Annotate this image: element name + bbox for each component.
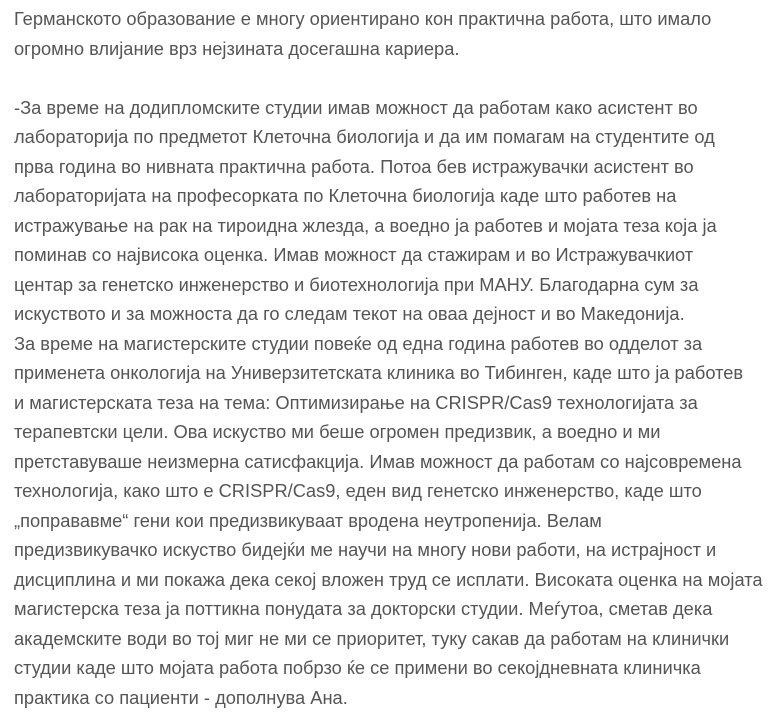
undergraduate-paragraph: [14, 93, 768, 329]
text-line: академските води во тој миг не ми се приоритет, туку сакав да работам на клинички: [14, 627, 730, 649]
text-line: поминав со највисока оценка. Имав можност да стажирам и во Истражувачкиот: [14, 244, 694, 265]
text-line: лабораторија по предметот Клеточна биологија и да им помагам на студентите од: [14, 126, 715, 147]
text-line: прва година во нивната практична работа. Потоа бев истражувачки асистент во: [14, 155, 694, 177]
text-line: претставуваше неизмерна сатисфакција. Имав можност да работам со најсовремена: [14, 450, 742, 472]
text-line: студии каде што мојата работа побрзо ќе се примени во секојдневната клиничка: [14, 657, 701, 678]
text-line: технологија, како што е CRISPR/Cas9, еден вид генетско инженерство, каде што: [14, 480, 702, 501]
text-line: лабораторијата на професорката по Клеточна биологија каде што работев на: [14, 185, 677, 206]
text-line: терапевтски цели. Ова искуство ми беше огромен предизвик, а воедно и ми: [14, 421, 661, 442]
text-line: огромно влијание врз нејзината досегашна кариера.: [14, 37, 460, 59]
text-line: -За време на додипломските студии имав можност да работам како асистент во: [14, 96, 698, 118]
masters-paragraph: [14, 329, 768, 713]
text-line: „поправавме“ гени кои предизвикуваат вродена неутропенија. Велам: [14, 509, 602, 531]
text-line: истражување на рак на тироидна жлезда, а воедно ја работев и мојата теза која ја: [14, 214, 717, 236]
text-line: предизвикувачко искуство бидејќи ме научи на многу нови работи, на истрајност и: [14, 539, 717, 560]
text-line: применета онкологија на Универзитетската клиника во Тибинген, каде што ја работев: [14, 362, 744, 383]
text-line: центар за генетско инженерство и биотехнологија при МАНУ. Благодарна сум за: [14, 273, 699, 295]
text-line: и магистерската теза на тема: Оптимизирање на CRISPR/Cas9 технологијата за: [14, 391, 698, 413]
text-line: За време на магистерските студии повеќе од една година работев во одделот за: [14, 332, 703, 354]
text-line: практика со пациенти - дополнува Ана.: [14, 686, 348, 708]
text-line: искуството и за можноста да го следам текот на оваа дејност и во Македонија.: [14, 303, 685, 324]
article-body: [14, 4, 768, 712]
intro-paragraph: [14, 4, 768, 63]
text-line: дисциплина и ми покажа дека секој вложен труд се исплати. Високата оценка на мојата: [14, 568, 763, 590]
paragraph-spacer: [14, 63, 768, 93]
text-line: Германското образование е многу ориентирано кон практична работа, што имало: [14, 8, 712, 29]
text-line: магистерска теза ја поттикна понудата за докторски студии. Меѓутоа, сметав дека: [14, 598, 713, 619]
